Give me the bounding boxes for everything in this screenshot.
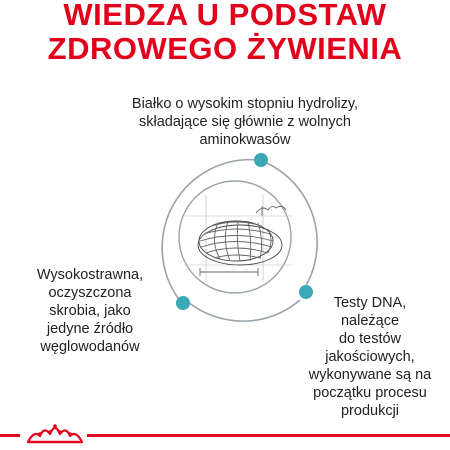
- benefit-protein-line: aminokwasów: [199, 132, 291, 148]
- benefit-protein-line: Białko o wysokim stopniu hydrolizy,: [131, 96, 359, 112]
- outer-arc: [188, 300, 300, 321]
- benefit-starch-line: skrobia, jako: [49, 303, 131, 319]
- inner-ring: [179, 181, 291, 293]
- benefit-protein-line: składające się głównie z wolnych: [139, 114, 351, 130]
- benefit-dna-line: należące: [340, 313, 400, 329]
- benefit-starch-line: oczyszczona: [48, 285, 132, 301]
- benefit-dna-line: jakościowych,: [325, 349, 415, 365]
- node-dot: [254, 153, 268, 167]
- benefit-starch-line: Wysokostrawna,: [36, 267, 144, 283]
- footer-line-right: [87, 434, 450, 437]
- benefit-dna-line: wykonywane są na: [308, 367, 432, 383]
- title-line-2: ZDROWEGO ŻYWIENIA: [47, 31, 403, 66]
- royal-canin-crown-icon: [24, 422, 86, 446]
- node-dot: [299, 285, 313, 299]
- benefit-dna-line: do testów: [338, 331, 402, 347]
- benefit-dna-line: Testy DNA,: [333, 295, 407, 311]
- kibble-sketch-icon: [185, 195, 292, 282]
- footer-line-left: [0, 434, 20, 437]
- benefit-starch-line: węglowodanów: [40, 339, 140, 355]
- node-dot: [176, 296, 190, 310]
- benefit-starch-line: jedyne źródło: [46, 321, 134, 337]
- benefit-dna-line: początku procesu: [313, 385, 427, 401]
- title-line-1: WIEDZA U PODSTAW: [63, 0, 387, 32]
- benefit-dna-line: produkcji: [340, 403, 400, 419]
